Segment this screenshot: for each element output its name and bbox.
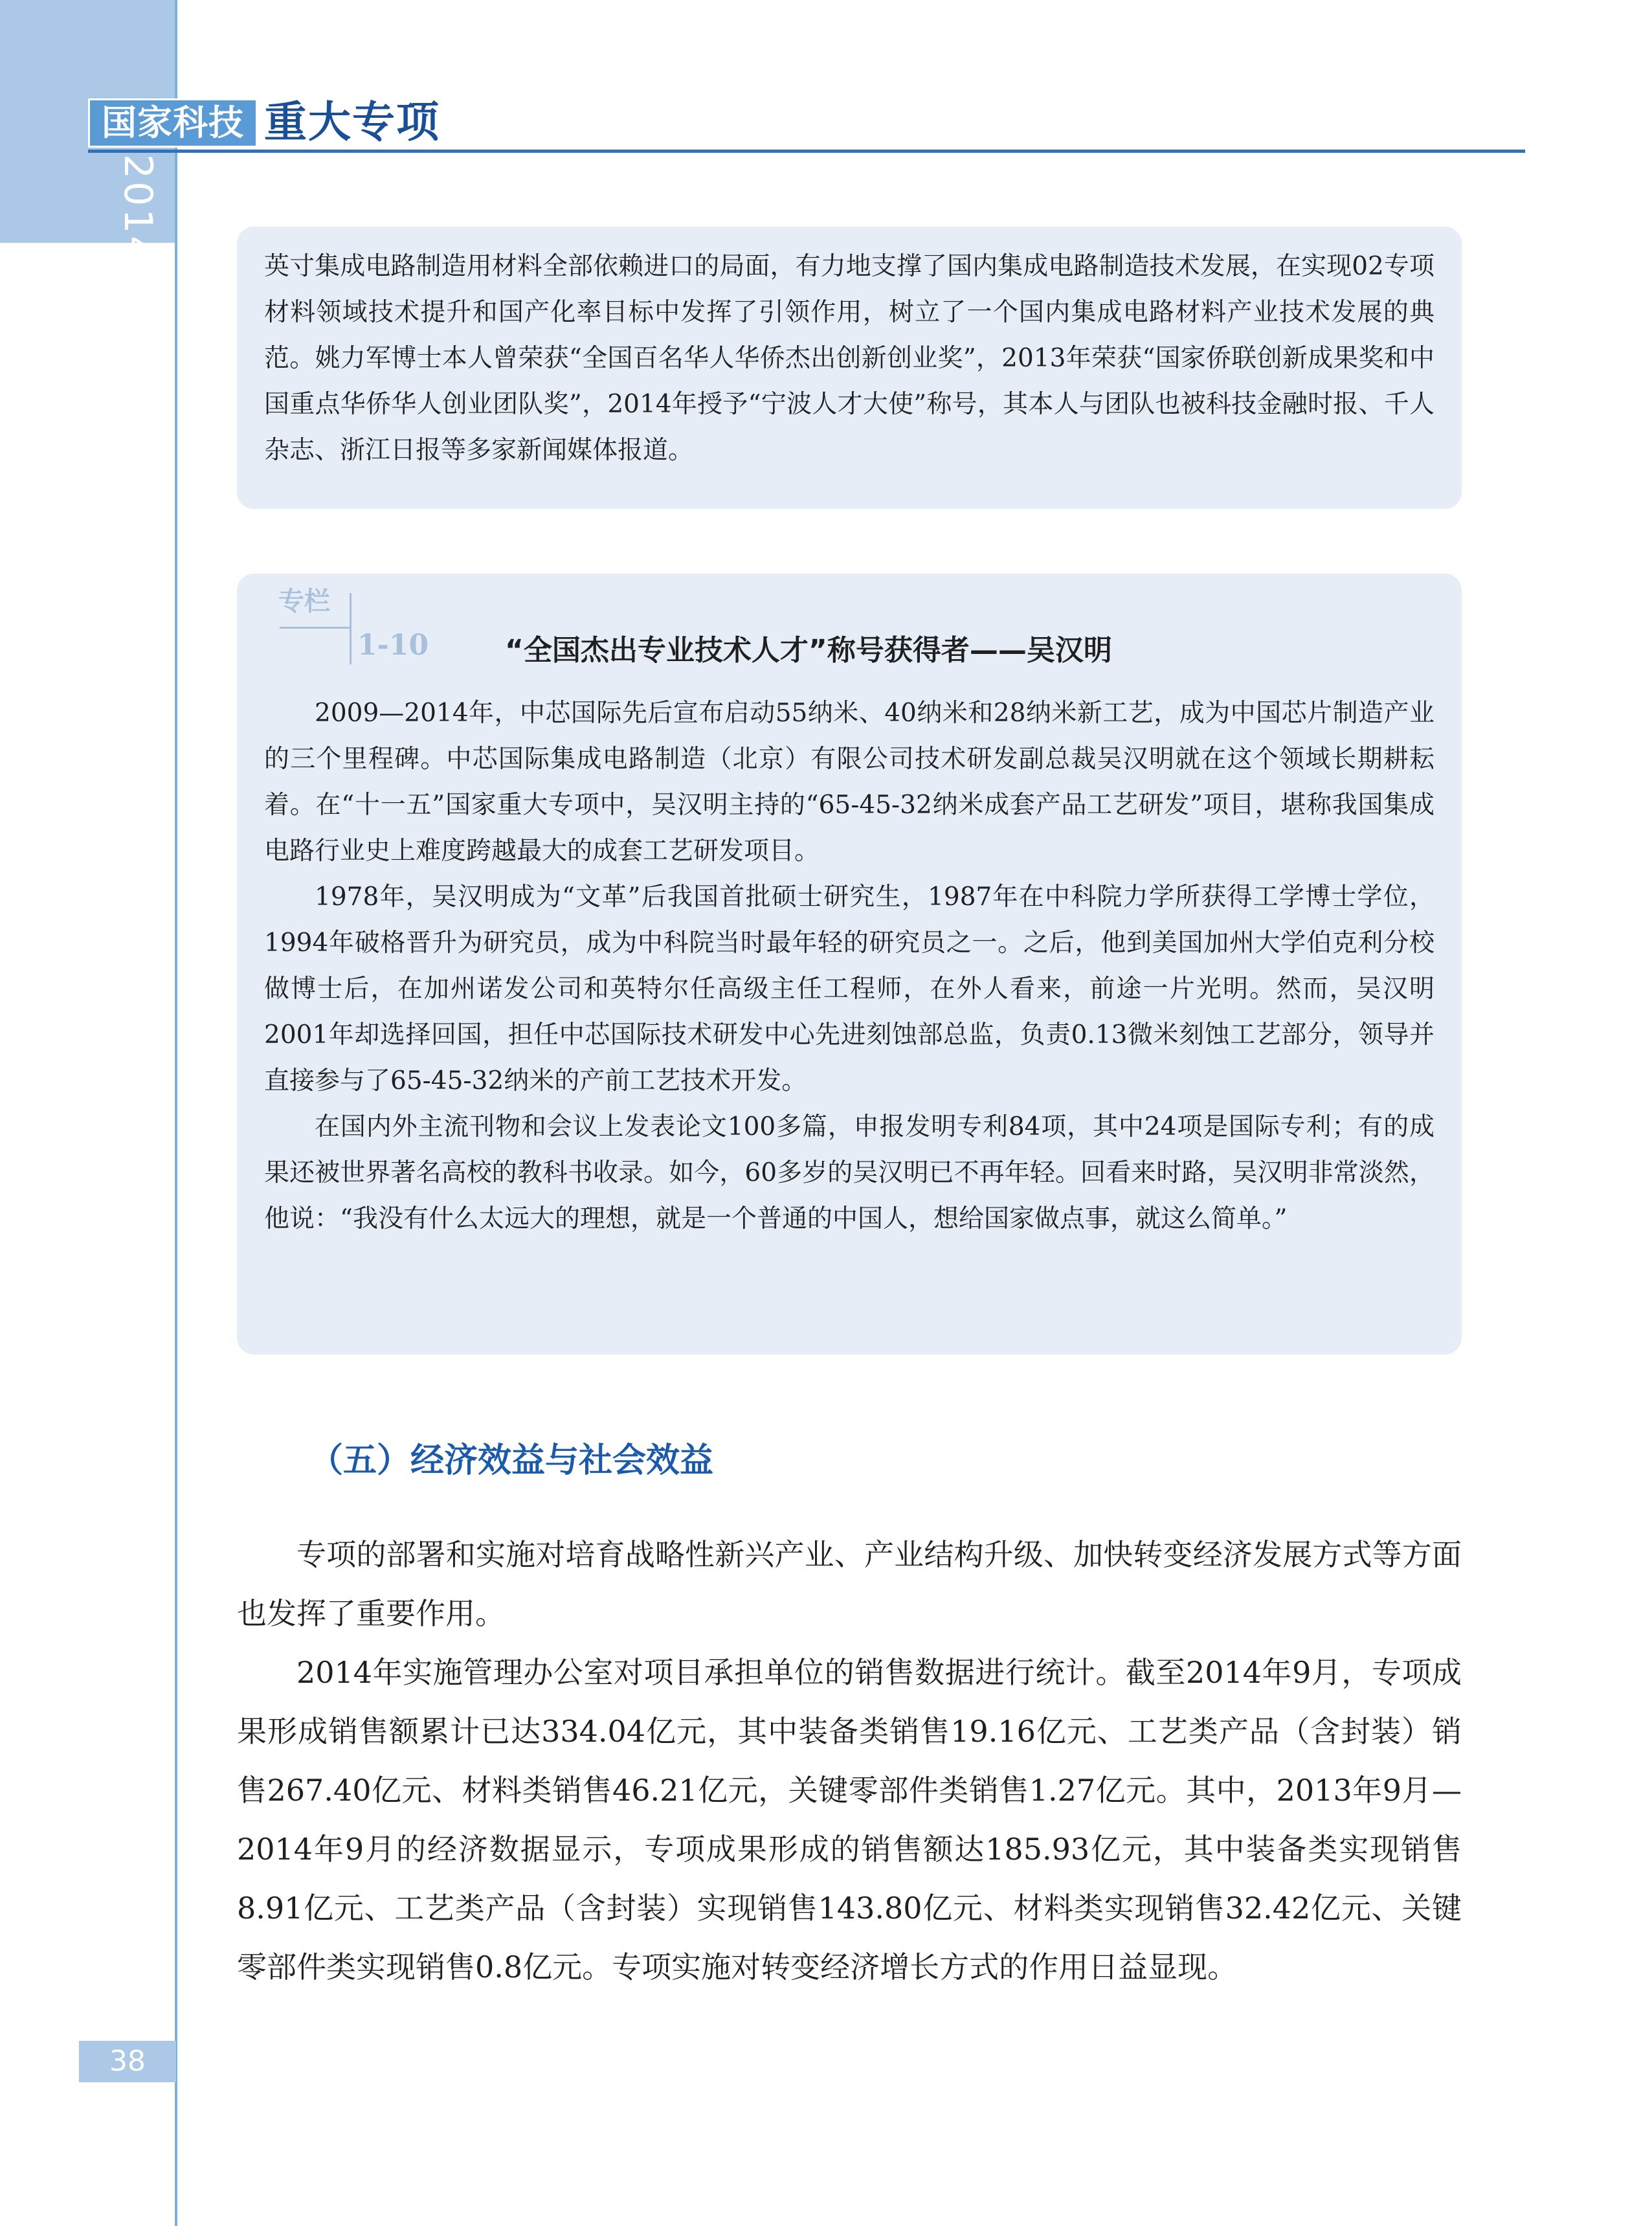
header-rule: [88, 150, 1525, 153]
profile-text: 英寸集成电路制造用材料全部依赖进口的局面，有力地支撑了国内集成电路制造技术发展，在实现02专项材料领域技术提升和国产化率目标中发挥了引领作用，树立了一个国内集成电路材料产业技术发展的典范。姚力军博士本人曾荣获“全国百名华人华侨杰出创新创业奖”，2013年荣获“国家侨联创新成果奖和中国重点华侨华人创业团队奖”，2014年授予“宁波人才大使”称号，其本人与团队也被科技金融时报、千人杂志、浙江日报等多家新闻媒体报道。: [264, 252, 1434, 465]
column-paragraph-1: 2009—2014年，中芯国际先后宣布启动55纳米、40纳米和28纳米新工艺，成为中国芯片制造产业的三个里程碑。中芯国际集成电路制造（北京）有限公司技术研发副总裁吴汉明就在这个领域长期耕耘着。在“十一五”国家重大专项中，吴汉明主持的“65-45-32纳米成套产品工艺研发”项目，堪称我国集成电路行业史上难度跨越最大的成套工艺研发项目。: [264, 699, 1434, 866]
section-heading: （五）经济效益与社会效益: [309, 1441, 714, 1480]
side-year-label: 2014 年度报告: [115, 154, 161, 444]
column-label-divider-horizontal: [280, 627, 351, 629]
page-number: 38: [79, 2041, 176, 2082]
header-title: 重大专项: [264, 97, 440, 147]
column-paragraph-2: 1978年，吴汉明成为“文革”后我国首批硕士研究生，1987年在中科院力学所获得工学博士学位，1994年破格晋升为研究员，成为中科院当时最年轻的研究员之一。之后，他到美国加州大学伯克利分校做博士后，在加州诺发公司和英特尔任高级主任工程师，在外人看来，前途一片光明。然而，吴汉明2001年却选择回国，担任中芯国际技术研发中心先进刻蚀部总监，负责0.13微米刻蚀工艺部分，领导并直接参与了65-45-32纳米的产前工艺技术开发。: [264, 883, 1434, 1096]
column-title: “全国杰出专业技术人才”称号获得者——吴汉明: [505, 634, 1112, 667]
section-paragraph-1: 专项的部署和实施对培育战略性新兴产业、产业结构升级、加快转变经济发展方式等方面也发挥了重要作用。: [237, 1537, 1462, 1631]
side-rule: [175, 0, 177, 2226]
continued-profile-box: [237, 227, 1462, 509]
column-label-divider-vertical: [350, 593, 352, 664]
section-paragraph-2: 2014年实施管理办公室对项目承担单位的销售数据进行统计。截至2014年9月，专项成果形成销售额累计已达334.04亿元，其中装备类销售19.16亿元、工艺类产品（含封装）销售267.40亿元、材料类销售46.21亿元，关键零部件类销售1.27亿元。其中，2013年9月—2014年9月的经济数据显示，专项成果形成的销售额达185.93亿元，其中装备类实现销售8.91亿元、工艺类产品（含封装）实现销售143.80亿元、材料类实现销售32.42亿元、关键零部件类实现销售0.8亿元。专项实施对转变经济增长方式的作用日益显现。: [237, 1655, 1462, 1984]
column-box: [237, 574, 1462, 1355]
section-body: [237, 1525, 1462, 1997]
header-badge: 国家科技: [88, 98, 258, 148]
column-paragraph-3: 在国内外主流刊物和会议上发表论文100多篇，申报发明专利84项，其中24项是国际专利；有的成果还被世界著名高校的教科书收录。如今，60多岁的吴汉明已不再年轻。回看来时路，吴汉明非常淡然，他说：“我没有什么太远大的理想，就是一个普通的中国人，想给国家做点事，就这么简单。”: [264, 1112, 1434, 1233]
column-number: 1-10: [357, 629, 429, 662]
column-label: 专栏: [278, 587, 330, 616]
column-body: [264, 690, 1434, 1242]
